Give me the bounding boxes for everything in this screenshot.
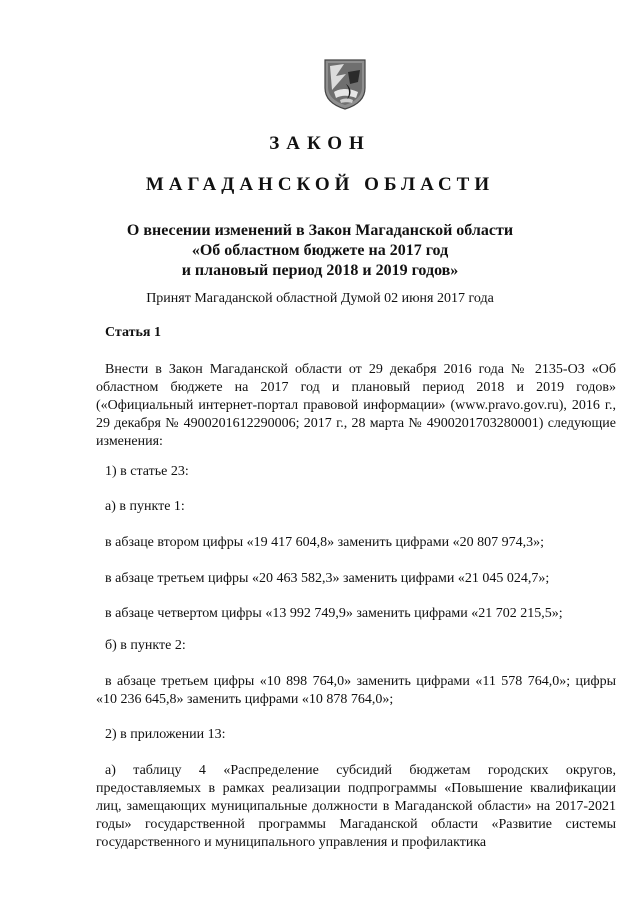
item-article-23: 1) в статье 23: <box>105 464 189 479</box>
law-title-line-1: О внесении изменений в Закон Магаданской области <box>126 222 514 239</box>
intro-paragraph: Внести в Закон Магаданской области от 29 декабря 2016 года № 2135-ОЗ «Об областном бюджете на 2017 год и плановый период 2018 и 2019 годов» («Официальный интернет-портал правовой информации» (www.pravo.gov.ru), 2016 г., 29 декабря № 4900201612290006; 2017 г., 28 марта № 4900201703280001) следующие изменения: <box>96 362 616 449</box>
document-type-heading: ЗАКОН <box>269 133 371 154</box>
law-title <box>0 221 640 281</box>
amendment-line-2: в абзаце третьем цифры «20 463 582,3» заменить цифрами «21 045 024,7»; <box>105 571 550 586</box>
law-title-line-3: и плановый период 2018 и 2019 годов» <box>181 262 459 279</box>
coat-of-arms-icon <box>322 58 368 110</box>
law-title-line-2: «Об областном бюджете на 2017 год <box>191 242 449 259</box>
table-amendment-paragraph: а) таблицу 4 «Распределение субсидий бюджетам городских округов, предоставляемых в рамках реализации подпрограммы «Повышение квалификации лиц, замещающих муниципальные должности в Магаданской области» на 2017-2021 годы» государственной программы Магаданской области «Развитие системы государственного и муниципального управления и профилактика <box>96 763 616 850</box>
amendment-paragraph-b: в абзаце третьем цифры «10 898 764,0» заменить цифрами «11 578 764,0»; цифры «10 236 645,8» заменить цифрами «10 878 764,0»; <box>96 674 616 707</box>
item-point-1: а) в пункте 1: <box>105 499 185 514</box>
item-appendix-13: 2) в приложении 13: <box>105 727 226 742</box>
region-heading: МАГАДАНСКОЙ ОБЛАСТИ <box>145 174 495 195</box>
amendment-line-1: в абзаце втором цифры «19 417 604,8» заменить цифрами «20 807 974,3»; <box>105 535 544 550</box>
item-point-2: б) в пункте 2: <box>105 638 186 653</box>
amendment-line-3: в абзаце четвертом цифры «13 992 749,9» заменить цифрами «21 702 215,5»; <box>105 606 563 621</box>
article-heading: Статья 1 <box>105 325 161 340</box>
adoption-note: Принят Магаданской областной Думой 02 июня 2017 года <box>146 291 494 306</box>
